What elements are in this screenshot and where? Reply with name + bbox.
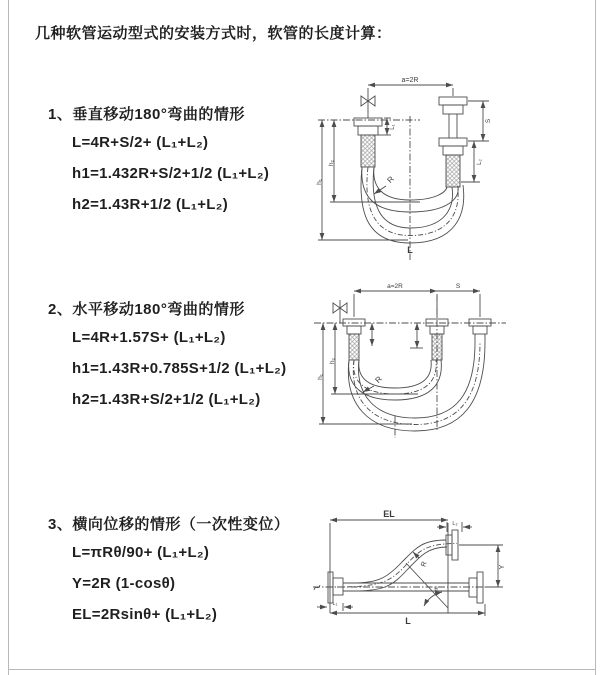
dim-label-s: S [485,118,492,124]
dim-label-h1: h₁ [317,374,324,380]
dim-label-radius: R [373,374,384,385]
formula-L: L=4R+1.57S+ (L₁+L₂) [72,329,226,346]
formula-Y: Y=2R (1-cosθ) [72,575,176,592]
dim-label-theta: θ [434,587,438,593]
page-border-left [8,0,9,675]
dim-label-el: EL [383,509,395,519]
dim-label-span: a=2R [401,77,419,84]
dim-label-h2: h₂ [329,357,336,365]
dim-label-l1: L₁ [332,601,338,607]
section-vertical-movement [48,103,269,227]
page-border-bottom [8,669,596,670]
section-horizontal-movement [48,298,286,422]
diagram-horizontal-180-bend [310,280,600,445]
section-2-heading: 2、水平移动180°弯曲的情形 [48,301,245,318]
dim-label-h1: h₁ [316,179,323,185]
dim-label-s: S [455,283,461,290]
diagram-lateral-displacement [305,500,600,650]
dim-label-l2: L₂ [452,521,458,527]
formula-h2: h2=1.43R+1/2 (L₁+L₂) [72,196,229,213]
dim-label-radius: R [420,560,429,568]
section-1-heading: 1、垂直移动180°弯曲的情形 [48,106,245,123]
page-title: 几种软管运动型式的安装方式时，软管的长度计算： [35,25,392,42]
dim-label-radius: R [385,174,396,185]
formula-h1: h1=1.43R+0.785S+1/2 (L₁+L₂) [72,360,287,377]
dim-label-span: a=2R [387,283,403,290]
dim-label-l1: L₁ [390,124,396,130]
dim-label-length: L [405,616,411,626]
formula-L: L=4R+S/2+ (L₁+L₂) [72,134,209,151]
dim-label-l2: L₂ [477,159,483,165]
formula-EL: EL=2Rsinθ+ (L₁+L₂) [72,606,218,623]
dim-label-h2: h₂ [328,159,335,167]
formula-h2: h2=1.43R+S/2+1/2 (L₁+L₂) [72,391,261,408]
dim-label-y: Y [499,564,506,570]
diagram-vertical-180-bend [310,70,600,265]
formula-h1: h1=1.432R+S/2+1/2 (L₁+L₂) [72,165,270,182]
formula-L: L=πRθ/90+ (L₁+L₂) [72,544,210,561]
section-3-heading: 3、横向位移的情形（一次性变位） [48,516,290,533]
dim-label-length: L [407,245,413,255]
section-lateral-displacement [48,513,289,637]
